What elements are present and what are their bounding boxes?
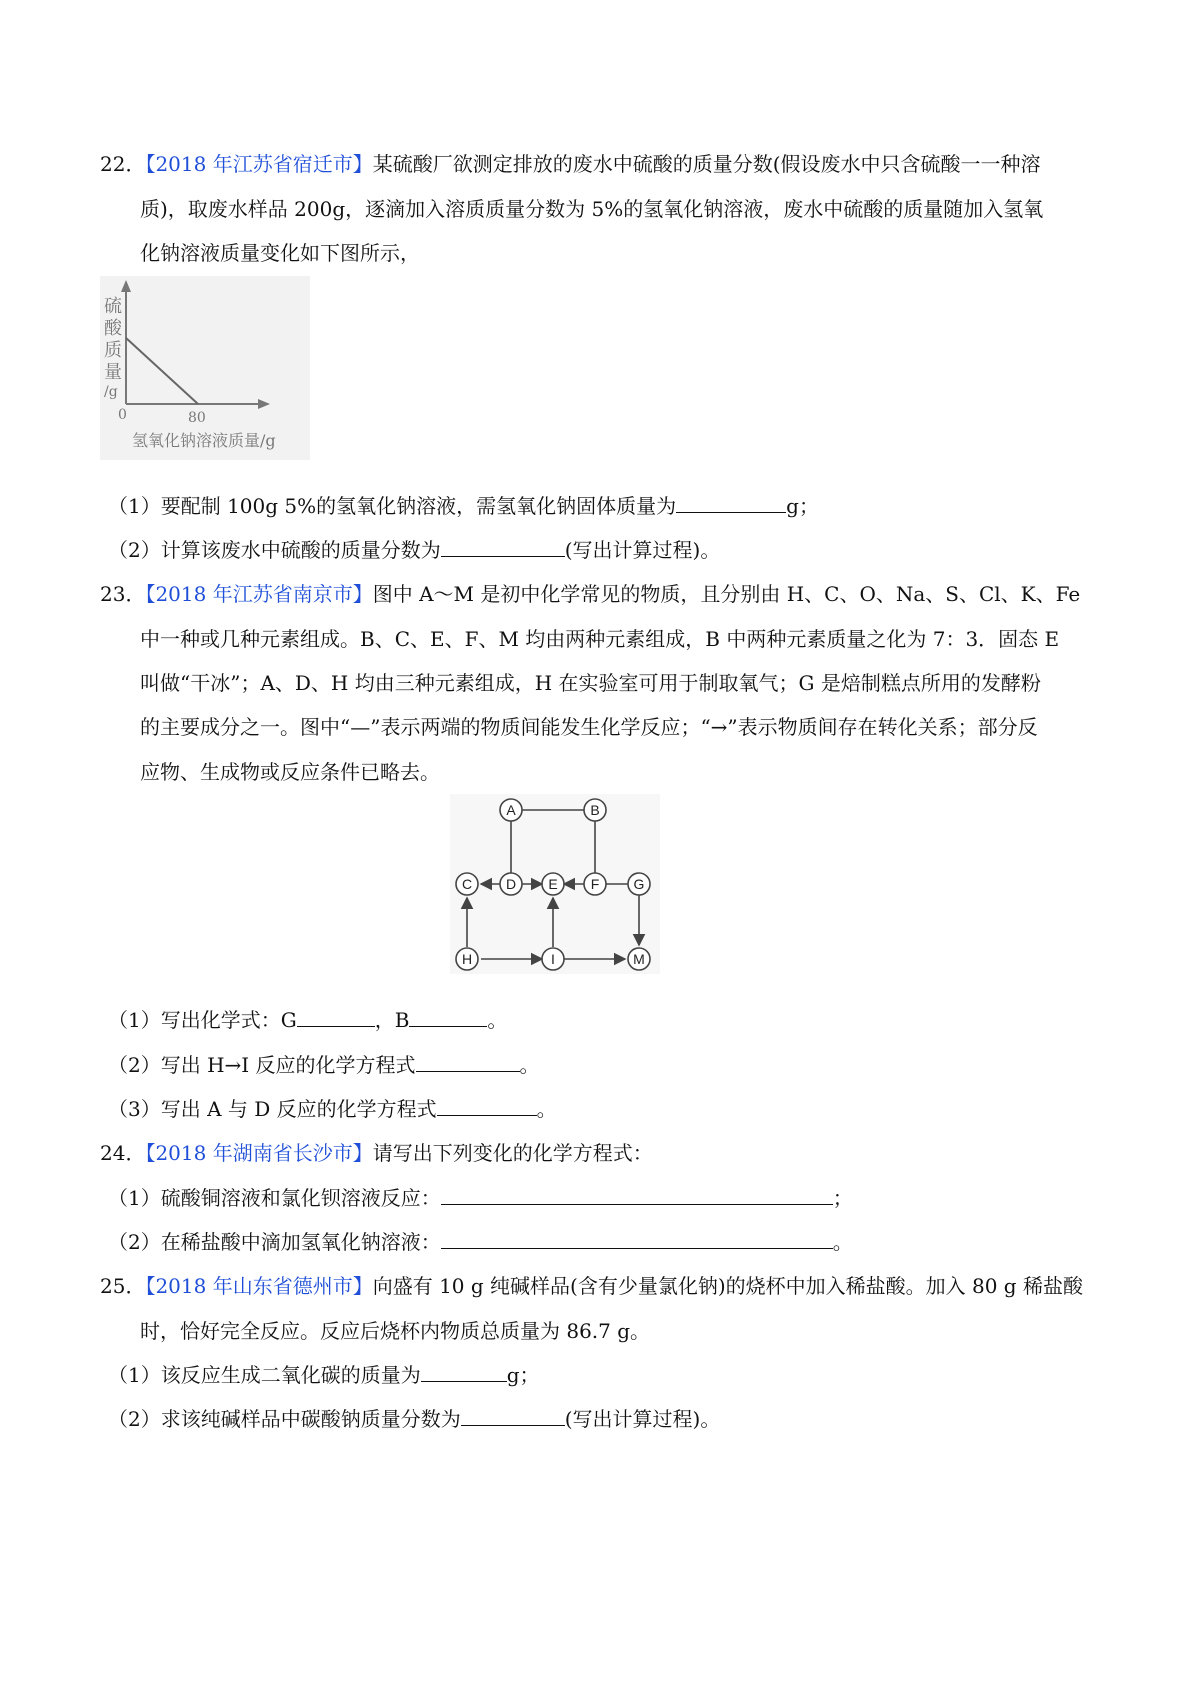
q24-sub2	[108, 1226, 853, 1255]
q24-sub1-text: （1）硫酸铜溶液和氯化钡溶液反应：	[108, 1186, 441, 1210]
q23-diagram	[450, 794, 660, 974]
q22-sub1-text: （1）要配制 100g 5%的氢氧化钠溶液，需氢氧化钠固体质量为	[108, 494, 677, 518]
q24-sub1-suffix: ；	[832, 1186, 853, 1210]
q25-sub1-unit: g；	[506, 1363, 540, 1387]
q22-ylabel-4: 量	[104, 362, 122, 383]
q23-sub2-blank[interactable]	[416, 1053, 520, 1072]
q23-text-line5: 应物、生成物或反应条件已略去。	[140, 760, 440, 784]
q24-number: 24．	[100, 1141, 146, 1165]
q24-sub2-suffix: 。	[832, 1230, 853, 1254]
q22-sub1	[108, 490, 819, 519]
q23-number: 23．	[100, 582, 146, 606]
q25-text-line2: 时，恰好完全反应。反应后烧杯内物质总质量为 86.7 g。	[140, 1319, 651, 1343]
q23-sub1-blank-b[interactable]	[409, 1008, 487, 1027]
node-g: G	[633, 876, 645, 892]
q23-sub3-suffix: 。	[536, 1097, 557, 1121]
q23-sub3	[108, 1093, 557, 1122]
q23-sub3-blank[interactable]	[437, 1097, 537, 1116]
q24-source: 【2018 年湖南省长沙市】	[145, 1141, 373, 1165]
q22-sub1-unit: g；	[786, 494, 819, 518]
q22-text-line1: 某硫酸厂欲测定排放的废水中硫酸的质量分数(假设废水中只含硫酸一一种溶	[372, 152, 1041, 176]
node-e: E	[548, 876, 558, 892]
q22-sub2-text: （2）计算该废水中硫酸的质量分数为	[108, 538, 441, 562]
q25-text-line1: 向盛有 10 g 纯碱样品(含有少量氯化钠)的烧杯中加入稀盐酸。加入 80 g 稀盐酸	[372, 1274, 1083, 1298]
q22-text-line3: 化钠溶液质量变化如下图所示，	[140, 241, 420, 265]
q22-graph	[100, 276, 310, 460]
node-m: M	[633, 951, 645, 967]
q23-sub1-text: （1）写出化学式：G	[108, 1008, 297, 1032]
q24-sub1	[108, 1182, 853, 1211]
q23-text-line4: 的主要成分之一。图中“—”表示两端的物质间能发生化学反应；“→”表示物质间存在转化关系；部分反	[140, 715, 1038, 739]
q23-text-line2: 中一种或几种元素组成。B、C、E、F、M 均由两种元素组成，B 中两种元素质量之化为 7：3．固态 E	[140, 627, 1060, 651]
q23-sub3-text: （3）写出 A 与 D 反应的化学方程式	[108, 1097, 437, 1121]
q23-source: 【2018 年江苏省南京市】	[145, 582, 373, 606]
q22-sub2	[108, 534, 720, 563]
q23-sub1-blank-g[interactable]	[297, 1008, 375, 1027]
q22-xlabel: 氢氧化钠溶液质量/g	[132, 431, 276, 450]
q23-line1	[100, 578, 1080, 607]
q25-source: 【2018 年山东省德州市】	[145, 1274, 373, 1298]
q23-text-line1: 图中 A～M 是初中化学常见的物质，且分别由 H、C、O、Na、S、Cl、K、Fe	[372, 582, 1081, 606]
q23-sub1-mid: ，B	[374, 1008, 410, 1032]
q25-number: 25．	[100, 1274, 146, 1298]
q24-line1	[100, 1137, 653, 1166]
q25-line1	[100, 1270, 1083, 1299]
q24-sub2-text: （2）在稀盐酸中滴加氢氧化钠溶液：	[108, 1230, 441, 1254]
q24-text-line1: 请写出下列变化的化学方程式：	[372, 1141, 653, 1165]
q25-sub1-blank[interactable]	[421, 1363, 507, 1382]
q25-sub1-text: （1）该反应生成二氧化碳的质量为	[108, 1363, 421, 1387]
node-b: B	[590, 802, 600, 818]
q22-sub1-blank[interactable]	[676, 494, 786, 513]
q25-sub2-text: （2）求该纯碱样品中碳酸钠质量分数为	[108, 1407, 461, 1431]
q22-ylabel-1: 硫	[104, 296, 122, 317]
node-h: H	[461, 951, 473, 967]
q25-sub2-blank[interactable]	[461, 1407, 565, 1426]
q22-origin: 0	[118, 407, 127, 423]
q25-sub1	[108, 1359, 540, 1388]
q22-ylabel-2: 酸	[104, 318, 122, 339]
q22-sub2-suffix: (写出计算过程)。	[564, 538, 721, 562]
q23-sub2	[108, 1049, 540, 1078]
q25-sub2-suffix: (写出计算过程)。	[564, 1407, 721, 1431]
node-c: C	[461, 876, 473, 892]
q22-number: 22．	[100, 152, 146, 176]
q22-source: 【2018 年江苏省宿迁市】	[145, 152, 373, 176]
q22-sub2-blank[interactable]	[441, 538, 565, 557]
q23-sub2-text: （2）写出 H→I 反应的化学方程式	[108, 1053, 416, 1077]
node-i: I	[551, 951, 555, 967]
q22-ylabel-5: /g	[104, 384, 118, 400]
q25-sub2	[108, 1403, 720, 1432]
q23-text-line3: 叫做“干冰”；A、D、H 均由三种元素组成，H 在实验室可用于制取氧气；G 是焙制糕点所用的发酵粉	[140, 671, 1041, 695]
q23-sub1-suffix: 。	[487, 1008, 508, 1032]
q22-line1	[100, 148, 1041, 177]
q22-ylabel-3: 质	[104, 340, 122, 361]
q22-xtick: 80	[188, 410, 206, 426]
node-d: D	[505, 876, 517, 892]
q23-sub1	[108, 1004, 507, 1033]
q24-sub2-blank[interactable]	[441, 1230, 833, 1249]
node-a: A	[506, 802, 516, 818]
q23-sub2-suffix: 。	[519, 1053, 540, 1077]
node-f: F	[590, 876, 600, 892]
q24-sub1-blank[interactable]	[441, 1186, 833, 1205]
q22-text-line2: 质)，取废水样品 200g，逐滴加入溶质质量分数为 5%的氢氧化钠溶液，废水中硫酸的质量随加入氢氧	[140, 197, 1044, 221]
